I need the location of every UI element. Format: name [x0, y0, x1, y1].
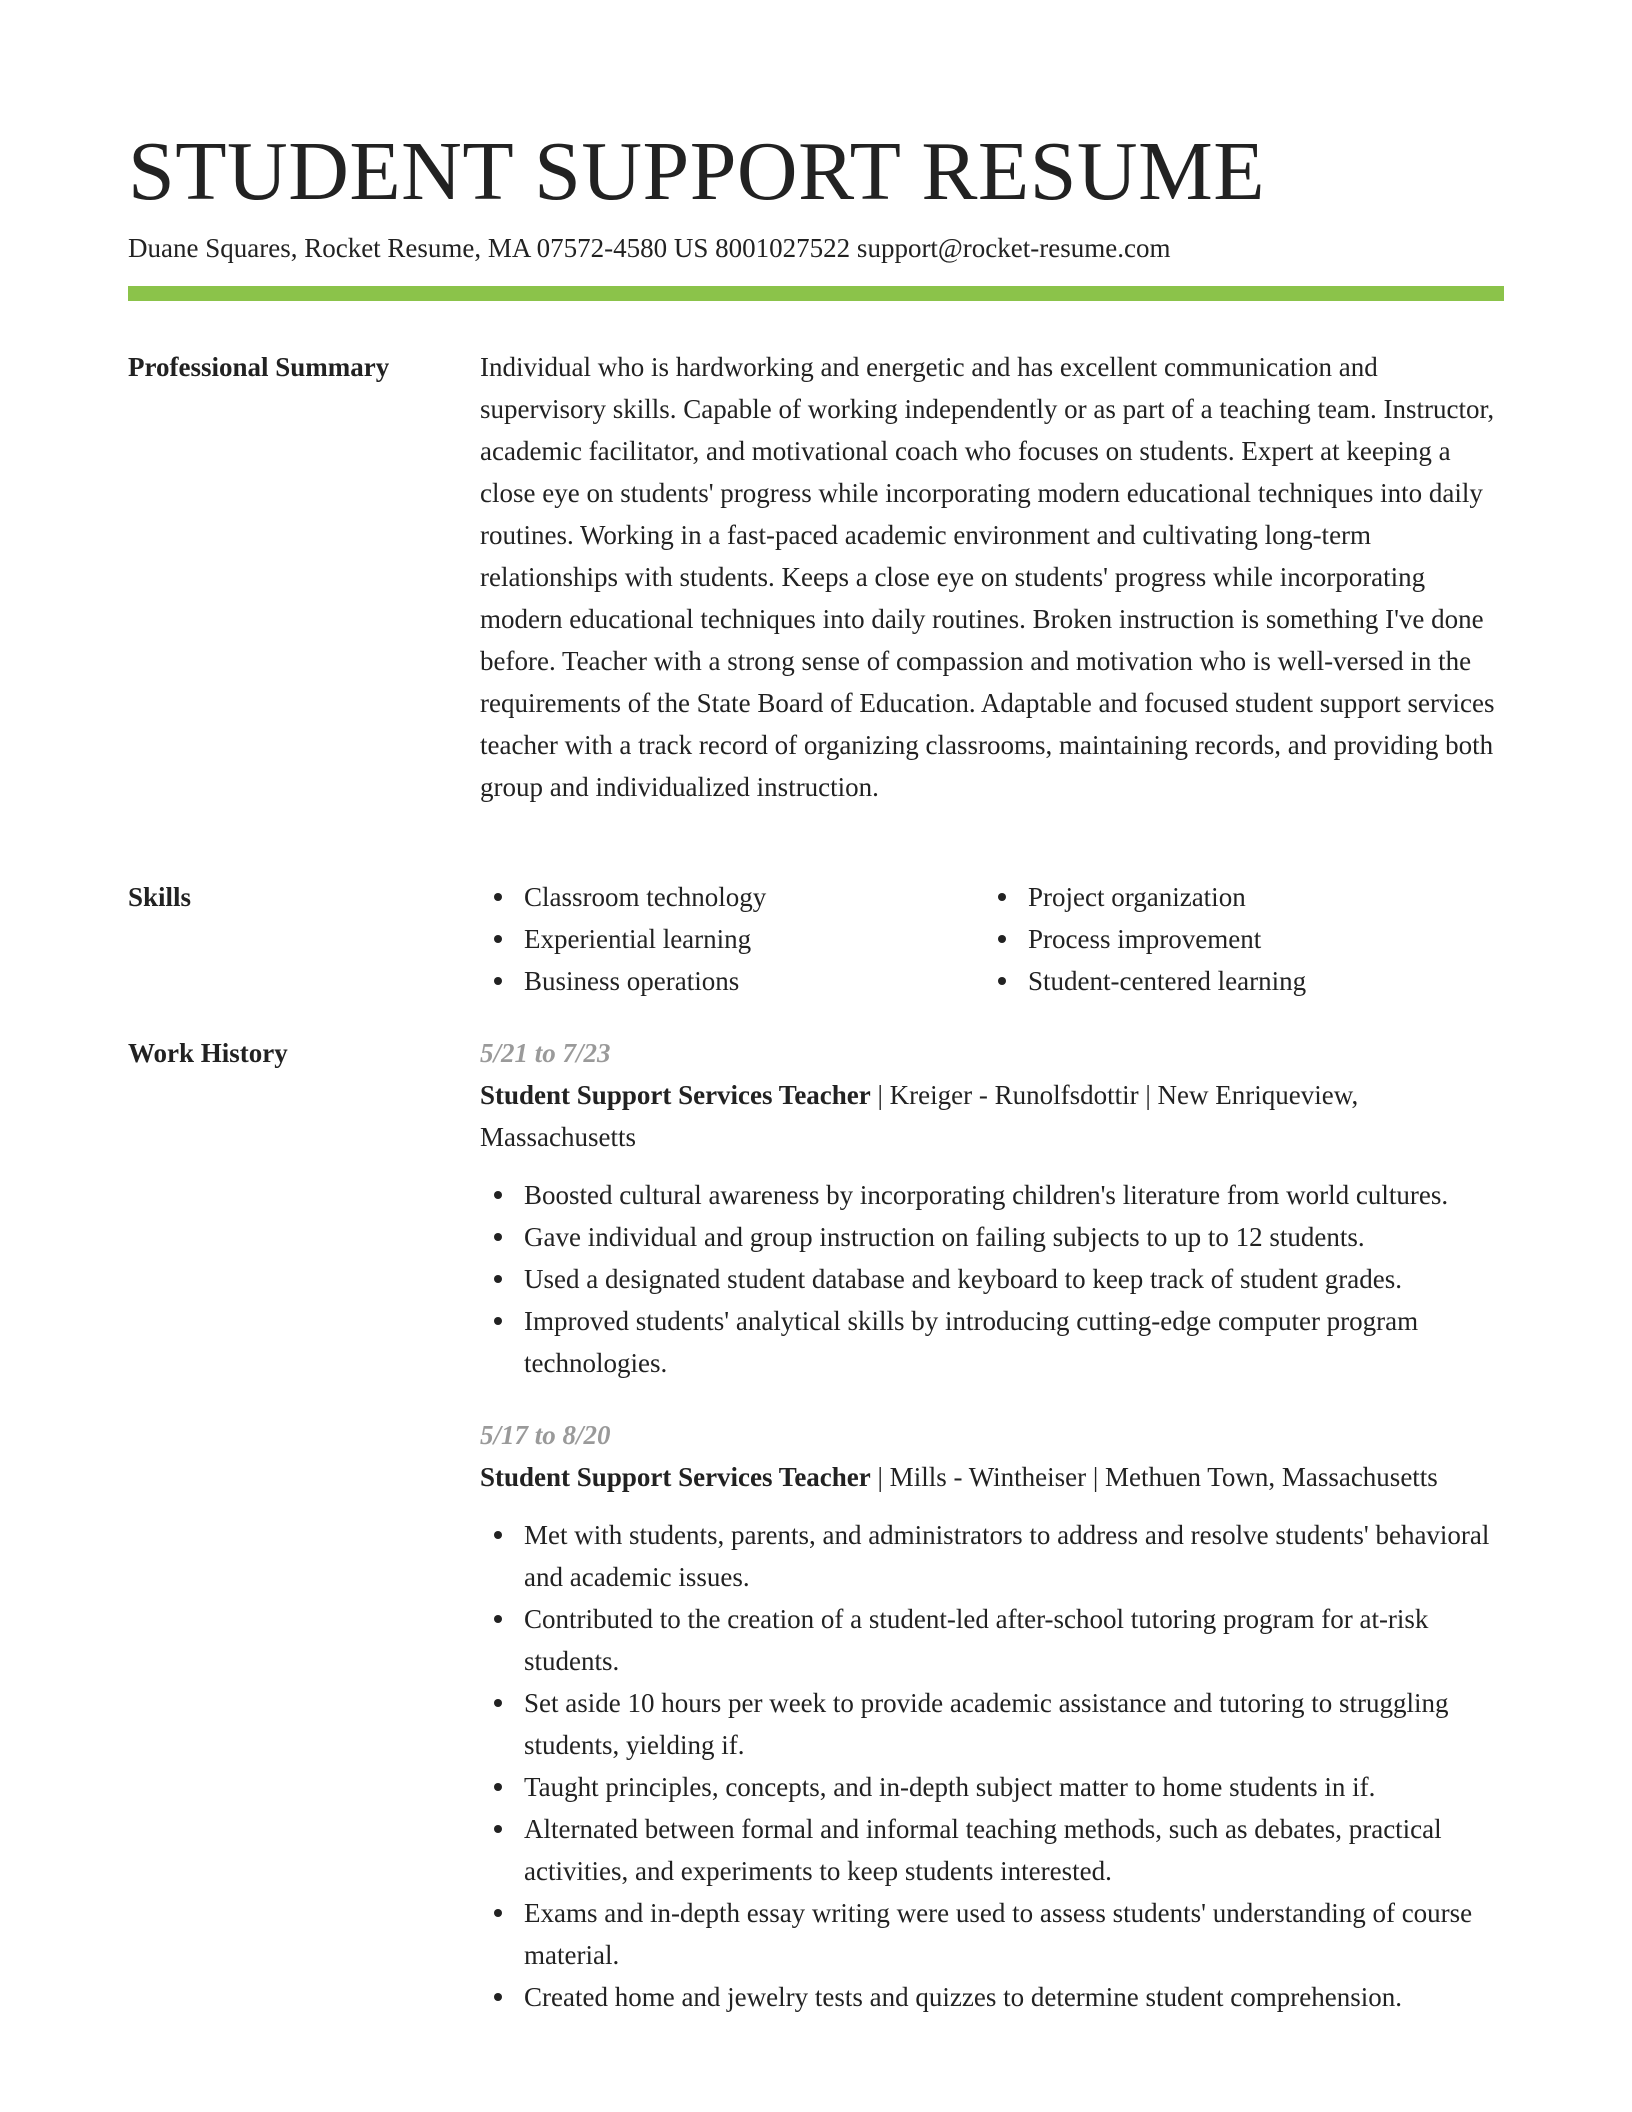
summary-body	[480, 346, 1504, 808]
skill-item: Student-centered learning	[984, 960, 1488, 1002]
skill-item: Process improvement	[984, 918, 1488, 960]
job-duty: Gave individual and group instruction on failing subjects to up to 12 students.	[480, 1216, 1504, 1258]
job-title: Student Support Services Teacher	[480, 1462, 871, 1492]
job-duty: Created home and jewelry tests and quizzes to determine student comprehension.	[480, 1976, 1504, 2018]
job-dates: 5/17 to 8/20	[480, 1420, 611, 1450]
job-entry	[480, 1414, 1504, 2018]
skill-item: Project organization	[984, 876, 1488, 918]
job-duty: Contributed to the creation of a student-led after-school tutoring program for at-risk students.	[480, 1598, 1504, 1682]
work-history-heading: Work History	[128, 1038, 288, 1068]
skill-item: Classroom technology	[480, 876, 984, 918]
job-duty: Improved students' analytical skills by introducing cutting-edge computer program technologies.	[480, 1300, 1504, 1384]
job-heading	[480, 1074, 1504, 1158]
job-duty: Used a designated student database and keyboard to keep track of student grades.	[480, 1258, 1504, 1300]
job-duty: Set aside 10 hours per week to provide academic assistance and tutoring to struggling students, yielding if.	[480, 1682, 1504, 1766]
contact-line: Duane Squares, Rocket Resume, MA 07572-4580 US 8001027522 support@rocket-resume.com	[128, 233, 1171, 263]
header-divider	[128, 286, 1504, 301]
work-history-body	[480, 1032, 1504, 2018]
job-employer-location: | Kreiger - Runolfsdottir | New Enriqueview, Massachusetts	[480, 1080, 1359, 1152]
skills-grid	[480, 876, 1504, 1002]
summary-heading: Professional Summary	[128, 352, 390, 382]
skills-heading: Skills	[128, 882, 192, 912]
job-duty: Boosted cultural awareness by incorporating children's literature from world cultures.	[480, 1174, 1504, 1216]
skill-item: Experiential learning	[480, 918, 984, 960]
job-entry	[480, 1032, 1504, 1384]
skill-item: Business operations	[480, 960, 984, 1002]
job-duties	[480, 1514, 1504, 2018]
skills-column-right	[984, 876, 1488, 1002]
summary-text: Individual who is hardworking and energetic and has excellent communication and supervisory skills. Capable of working independently or as part of a teaching team. Instructor, academic facilitator, and motivational coach who focuses on students. Expert at keeping a close eye on students' progress while incorporating modern educational techniques into daily routines. Working in a fast-paced academic environment and cultivating long-term relationships with students. Keeps a close eye on students' progress while incorporating modern educational techniques into daily routines. Broken instruction is something I've done before. Teacher with a strong sense of compassion and motivation who is well-versed in the requirements of the State Board of Education. Adaptable and focused student support services teacher with a track record of organizing classrooms, maintaining records, and providing both group and individualized instruction.	[480, 352, 1495, 802]
job-title: Student Support Services Teacher	[480, 1080, 871, 1110]
job-duties	[480, 1174, 1504, 1384]
job-heading	[480, 1456, 1504, 1498]
job-duty: Alternated between formal and informal teaching methods, such as debates, practical activities, and experiments to keep students interested.	[480, 1808, 1504, 1892]
job-duty: Met with students, parents, and administrators to address and resolve students' behavioral and academic issues.	[480, 1514, 1504, 1598]
job-employer-location: | Mills - Wintheiser | Methuen Town, Massachusetts	[870, 1462, 1438, 1492]
job-duty: Exams and in-depth essay writing were used to assess students' understanding of course material.	[480, 1892, 1504, 1976]
job-dates: 5/21 to 7/23	[480, 1038, 611, 1068]
skills-column-left	[480, 876, 984, 1002]
job-duty: Taught principles, concepts, and in-depth subject matter to home students in if.	[480, 1766, 1504, 1808]
resume-title: STUDENT SUPPORT RESUME	[128, 125, 1266, 218]
skills-body	[480, 876, 1504, 1002]
